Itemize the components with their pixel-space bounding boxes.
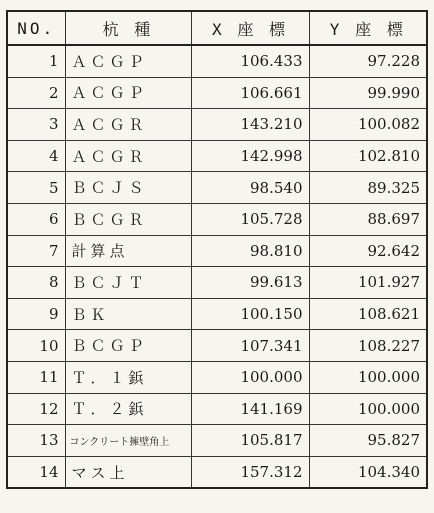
row-no: 5 xyxy=(7,172,65,204)
row-no: 3 xyxy=(7,109,65,141)
table-row xyxy=(7,140,427,172)
header-x-coordinate: X 座 標 xyxy=(191,11,309,45)
table-body xyxy=(7,45,427,488)
row-no: 8 xyxy=(7,267,65,299)
row-x-coordinate: 142.998 xyxy=(191,140,309,172)
row-y-coordinate: 102.810 xyxy=(309,140,427,172)
coordinate-table-sheet xyxy=(6,10,426,489)
row-stake-type: マス上 xyxy=(65,456,191,488)
row-no: 1 xyxy=(7,45,65,77)
row-stake-type: ＡＣＧＲ xyxy=(65,140,191,172)
row-stake-type: ＢＣＪＳ xyxy=(65,172,191,204)
row-x-coordinate: 105.817 xyxy=(191,425,309,457)
header-y-coordinate: Y 座 標 xyxy=(309,11,427,45)
row-y-coordinate: 100.000 xyxy=(309,361,427,393)
row-y-coordinate: 108.227 xyxy=(309,330,427,362)
table-row xyxy=(7,393,427,425)
row-x-coordinate: 100.150 xyxy=(191,298,309,330)
row-y-coordinate: 99.990 xyxy=(309,77,427,109)
table-header xyxy=(7,11,427,45)
row-stake-type: コンクリート擁壁角上 xyxy=(65,425,191,457)
row-stake-type: ＡＣＧＲ xyxy=(65,109,191,141)
table-row xyxy=(7,203,427,235)
table-row xyxy=(7,45,427,77)
row-stake-type: ＢＣＧＲ xyxy=(65,203,191,235)
row-x-coordinate: 141.169 xyxy=(191,393,309,425)
row-y-coordinate: 88.697 xyxy=(309,203,427,235)
row-no: 2 xyxy=(7,77,65,109)
row-no: 11 xyxy=(7,361,65,393)
row-y-coordinate: 95.827 xyxy=(309,425,427,457)
table-row xyxy=(7,172,427,204)
row-x-coordinate: 157.312 xyxy=(191,456,309,488)
row-x-coordinate: 106.661 xyxy=(191,77,309,109)
row-stake-type: Ｔ．２鋲 xyxy=(65,393,191,425)
table-row xyxy=(7,456,427,488)
row-no: 9 xyxy=(7,298,65,330)
row-y-coordinate: 108.621 xyxy=(309,298,427,330)
row-no: 6 xyxy=(7,203,65,235)
row-stake-type: 計算点 xyxy=(65,235,191,267)
row-no: 12 xyxy=(7,393,65,425)
row-no: 7 xyxy=(7,235,65,267)
row-stake-type: ＡＣＧＰ xyxy=(65,77,191,109)
row-x-coordinate: 105.728 xyxy=(191,203,309,235)
row-stake-type: ＢＫ xyxy=(65,298,191,330)
table-row xyxy=(7,361,427,393)
row-y-coordinate: 100.000 xyxy=(309,393,427,425)
coordinate-table xyxy=(6,10,428,489)
row-x-coordinate: 106.433 xyxy=(191,45,309,77)
row-y-coordinate: 104.340 xyxy=(309,456,427,488)
header-no: NO. xyxy=(7,11,65,45)
table-row xyxy=(7,425,427,457)
row-y-coordinate: 97.228 xyxy=(309,45,427,77)
row-x-coordinate: 107.341 xyxy=(191,330,309,362)
row-stake-type: ＢＣＪＴ xyxy=(65,267,191,299)
table-row xyxy=(7,267,427,299)
row-stake-type: ＡＣＧＰ xyxy=(65,45,191,77)
row-x-coordinate: 143.210 xyxy=(191,109,309,141)
header-row xyxy=(7,11,427,45)
row-y-coordinate: 92.642 xyxy=(309,235,427,267)
row-no: 14 xyxy=(7,456,65,488)
row-x-coordinate: 98.810 xyxy=(191,235,309,267)
row-y-coordinate: 101.927 xyxy=(309,267,427,299)
row-no: 4 xyxy=(7,140,65,172)
row-x-coordinate: 98.540 xyxy=(191,172,309,204)
table-row xyxy=(7,77,427,109)
table-row xyxy=(7,235,427,267)
row-x-coordinate: 99.613 xyxy=(191,267,309,299)
table-row xyxy=(7,109,427,141)
row-stake-type: ＢＣＧＰ xyxy=(65,330,191,362)
row-x-coordinate: 100.000 xyxy=(191,361,309,393)
row-y-coordinate: 100.082 xyxy=(309,109,427,141)
row-y-coordinate: 89.325 xyxy=(309,172,427,204)
row-stake-type: Ｔ．１鋲 xyxy=(65,361,191,393)
table-row xyxy=(7,330,427,362)
row-no: 13 xyxy=(7,425,65,457)
table-row xyxy=(7,298,427,330)
row-no: 10 xyxy=(7,330,65,362)
header-stake-type: 杭 種 xyxy=(65,11,191,45)
